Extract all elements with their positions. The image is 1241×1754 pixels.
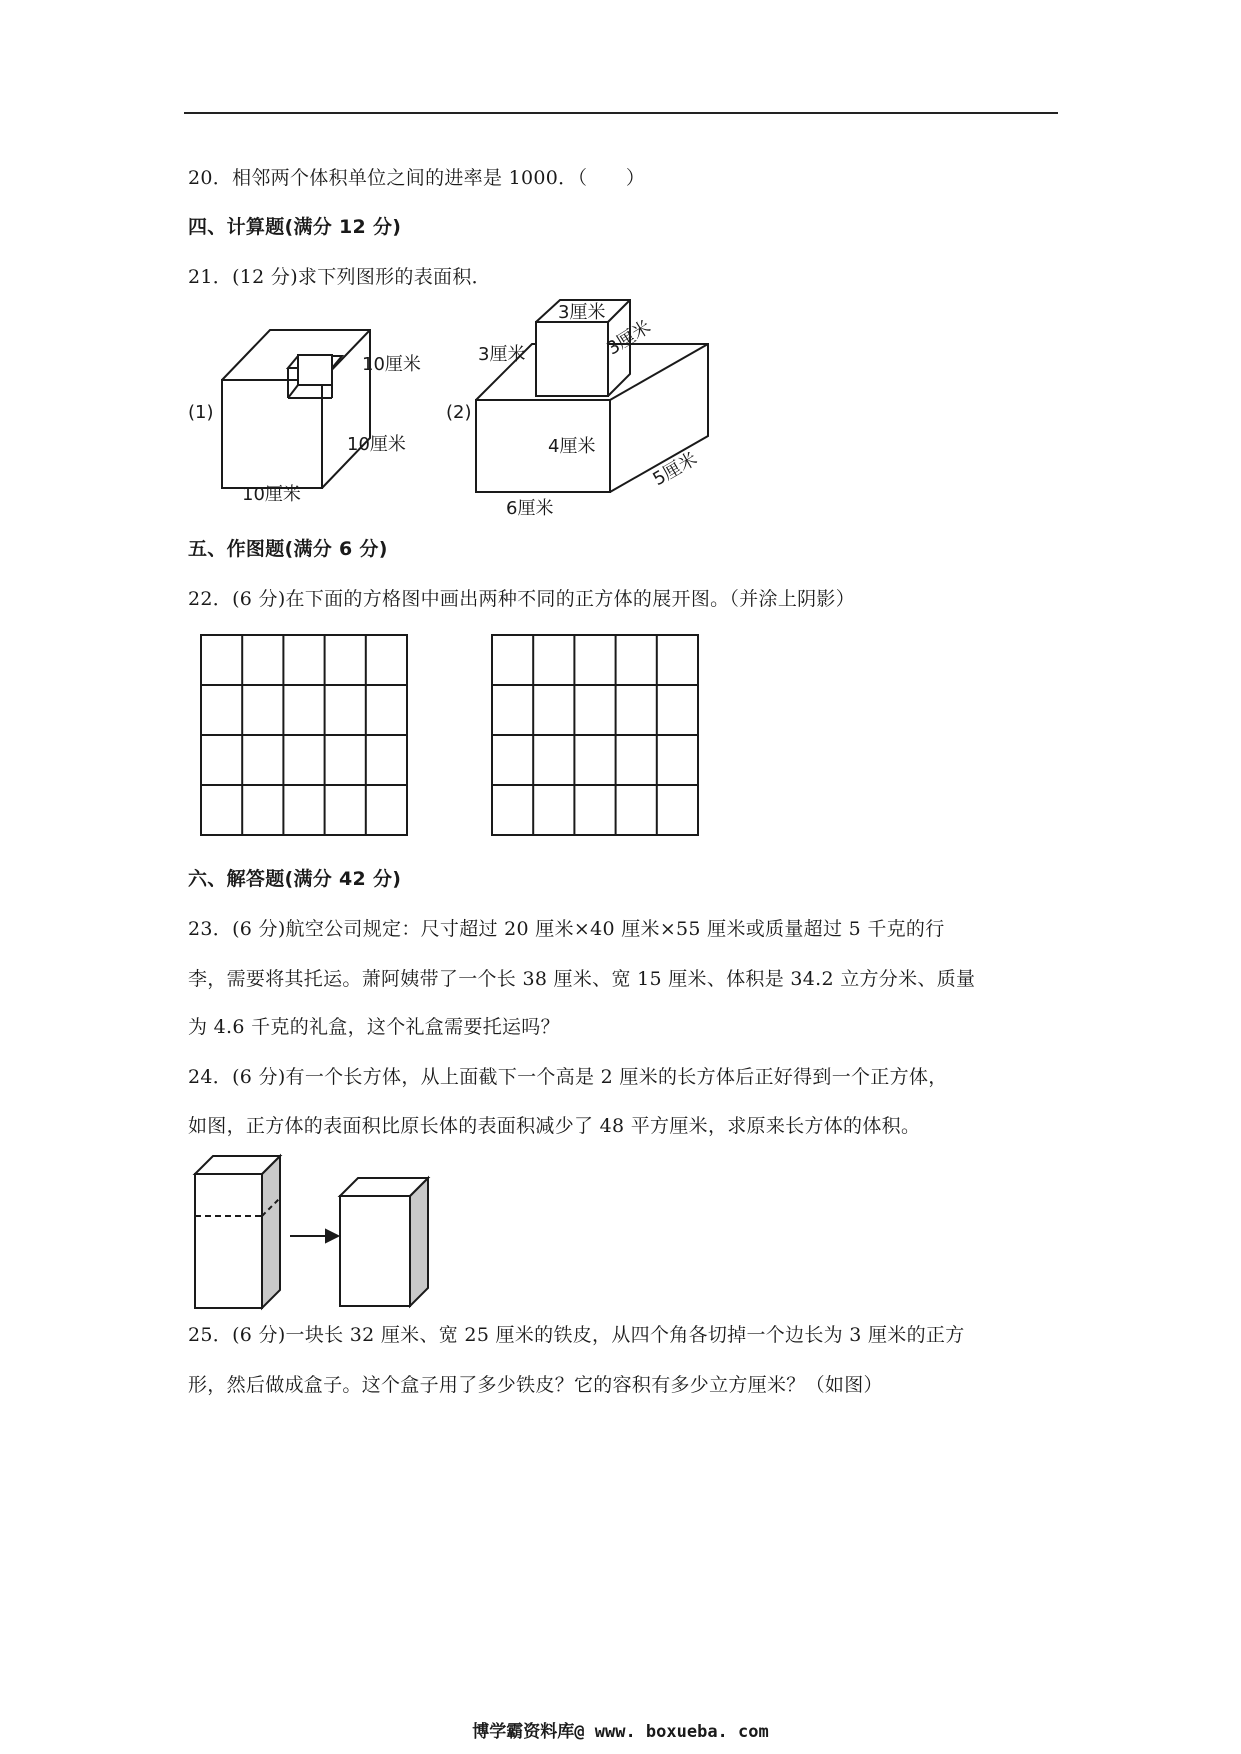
question-22: 22．(6 分)在下面的方格图中画出两种不同的正方体的展开图。（并涂上阴影） [188,588,856,610]
question-20: 20．相邻两个体积单位之间的进率是 1000．（ ） [188,167,646,189]
fig21-1-bottom-dim: 10厘米 [242,484,301,505]
section-4-heading: 四、计算题(满分 12 分) [188,216,402,238]
fig21-2-right-dim: 3厘米 [603,316,655,360]
cube-with-notch [222,330,370,488]
question-21: 21．(12 分)求下列图形的表面积． [188,266,491,288]
fig21-label-1: (1) [188,402,214,423]
grid-2 [491,634,701,838]
question-23-line-3: 为 4.6 千克的礼盒，这个礼盒需要托运吗？ [188,1016,560,1038]
fig21-1-depth-dim: 10厘米 [347,434,406,455]
figure-21 [0,0,1241,540]
grid-1 [200,634,410,838]
question-25-line-2: 形，然后做成盒子。这个盒子用了多少铁皮？它的容积有多少立方厘米？（如图） [188,1374,883,1396]
fig21-2-top-dim: 3厘米 [558,302,606,323]
question-24-line-2: 如图，正方体的表面积比原长体的表面积减少了 48 平方厘米，求原来长方体的体积。 [188,1115,921,1137]
fig21-2-height-dim: 4厘米 [548,436,596,457]
fig21-label-2: (2) [446,402,472,423]
footer-watermark: 博学霸资料库@ www. boxueba. com [472,1722,769,1742]
section-6-heading: 六、解答题(满分 42 分) [188,868,402,890]
question-25-line-1: 25．(6 分)一块长 32 厘米、宽 25 厘米的铁皮，从四个角各切掉一个边长为 3 厘米的正方 [188,1324,965,1346]
fig21-2-left-dim: 3厘米 [478,344,526,365]
question-24-line-1: 24．(6 分)有一个长方体，从上面截下一个高是 2 厘米的长方体后正好得到一个正方体， [188,1066,948,1088]
section-5-heading: 五、作图题(满分 6 分) [188,538,388,560]
figure-24 [190,1150,450,1310]
question-23-line-1: 23．(6 分)航空公司规定：尺寸超过 20 厘米×40 厘米×55 厘米或质量超过 5 千克的行 [188,918,945,940]
fig21-2-bottom-dim: 6厘米 [506,498,554,519]
question-23-line-2: 李，需要将其托运。萧阿姨带了一个长 38 厘米、宽 15 厘米、体积是 34.2 立方分米、质量 [188,968,976,990]
fig21-1-right-dim: 10厘米 [362,354,421,375]
fig21-2-depth-dim: 5厘米 [649,448,701,491]
